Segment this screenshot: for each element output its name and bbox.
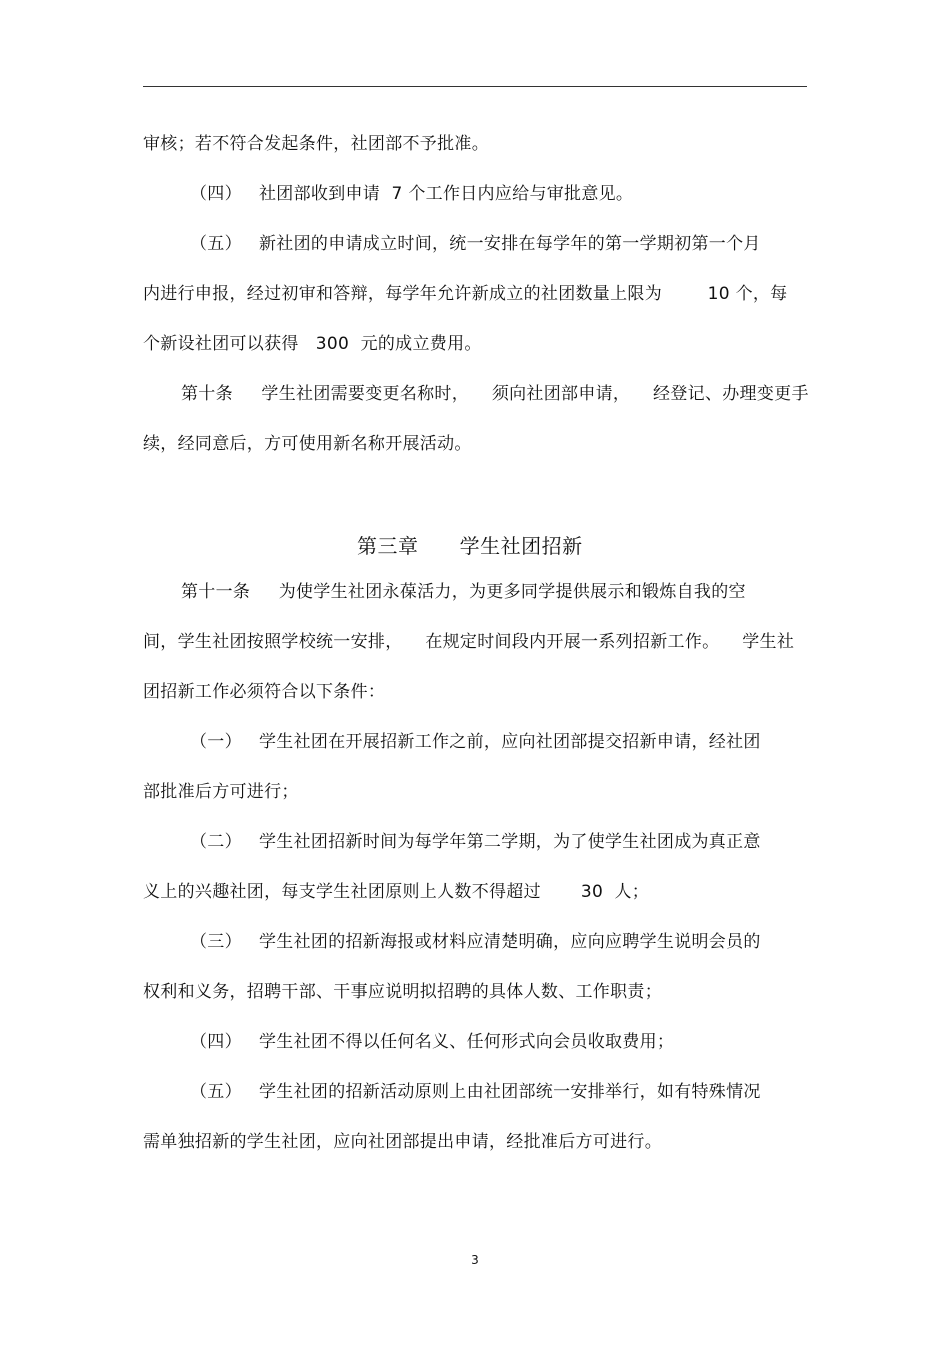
paragraph-line: 间，学生社团按照学校统一安排， 在规定时间段内开展一系列招新工作。 学生社 xyxy=(143,632,795,652)
paragraph-line: （三） 学生社团的招新海报或材料应清楚明确，应向应聘学生说明会员的 xyxy=(190,932,761,952)
paragraph-line: 续，经同意后，方可使用新名称开展活动。 xyxy=(143,434,472,454)
page-number: 3 xyxy=(471,1253,479,1267)
paragraph-line: （二） 学生社团招新时间为每学年第二学期，为了使学生社团成为真正意 xyxy=(190,832,761,852)
paragraph-line: （五） 新社团的申请成立时间，统一安排在每学年的第一学期初第一个月 xyxy=(190,234,761,254)
paragraph-line: 审核；若不符合发起条件，社团部不予批准。 xyxy=(143,134,489,154)
paragraph-line: 部批准后方可进行； xyxy=(143,782,299,802)
paragraph-line: 权利和义务，招聘干部、干事应说明拟招聘的具体人数、工作职责； xyxy=(143,982,662,1002)
paragraph-line: 团招新工作必须符合以下条件： xyxy=(143,682,386,702)
chapter-title: 第三章 学生社团招新 xyxy=(357,534,583,558)
header-divider xyxy=(143,86,807,87)
paragraph-line: （五） 学生社团的招新活动原则上由社团部统一安排举行，如有特殊情况 xyxy=(190,1082,761,1102)
paragraph-line: 第十条 学生社团需要变更名称时， 须向社团部申请， 经登记、办理变更手 xyxy=(181,384,809,404)
paragraph-line: 义上的兴趣社团，每支学生社团原则上人数不得超过 30 人； xyxy=(143,882,650,902)
paragraph-line: （四） 社团部收到申请 7 个工作日内应给与审批意见。 xyxy=(190,184,634,204)
paragraph-line: 需单独招新的学生社团，应向社团部提出申请，经批准后方可进行。 xyxy=(143,1132,662,1152)
paragraph-line: （四） 学生社团不得以任何名义、任何形式向会员收取费用； xyxy=(190,1032,675,1052)
paragraph-line: 内进行申报，经过初审和答辩，每学年允许新成立的社团数量上限为 10 个，每 xyxy=(143,284,788,304)
paragraph-line: （一） 学生社团在开展招新工作之前，应向社团部提交招新申请，经社团 xyxy=(190,732,761,752)
paragraph-line: 个新设社团可以获得 300 元的成立费用。 xyxy=(143,334,482,354)
paragraph-line: 第十一条 为使学生社团永葆活力，为更多同学提供展示和锻炼自我的空 xyxy=(181,582,746,602)
